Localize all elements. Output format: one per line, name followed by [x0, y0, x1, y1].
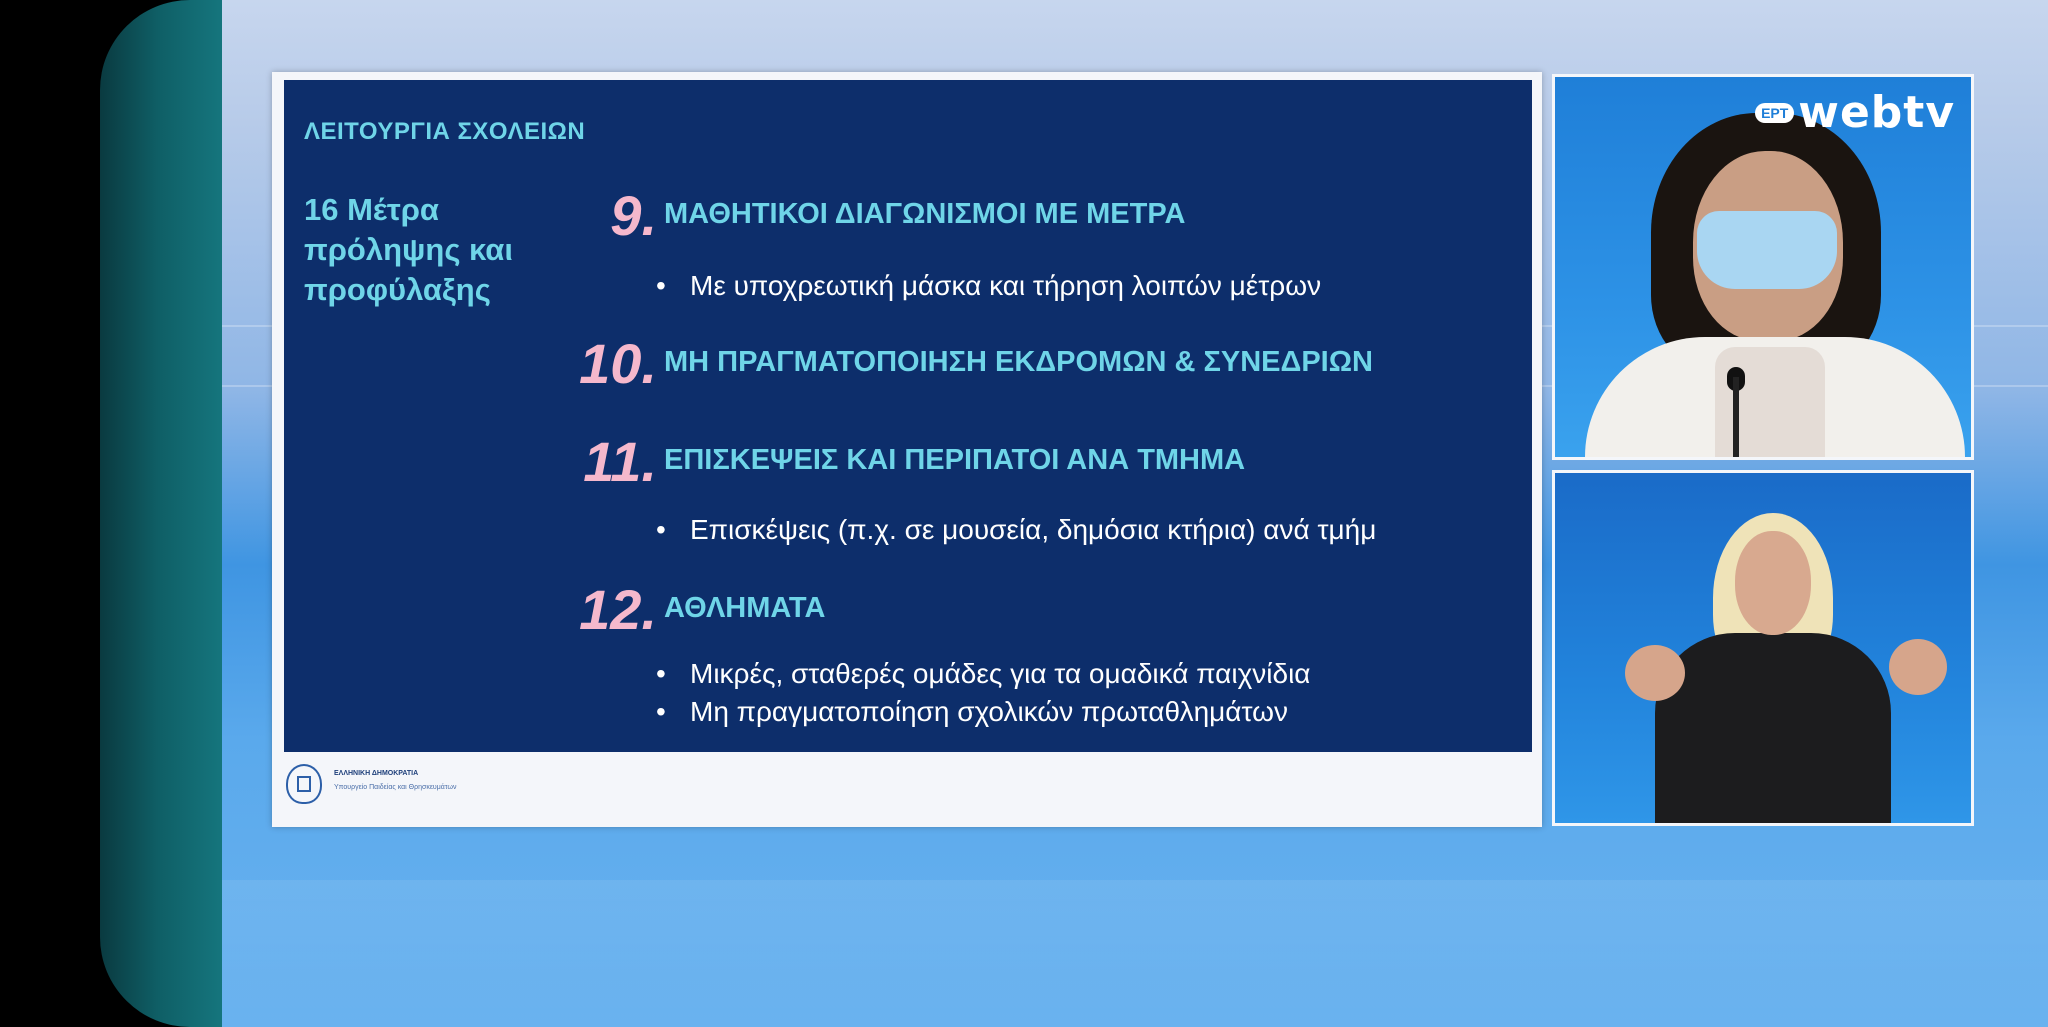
measure-bullet: • Με υποχρεωτική μάσκα και τήρηση λοιπών μέτρων — [656, 270, 1321, 302]
measure-number: 10. — [579, 332, 657, 395]
face-mask — [1697, 211, 1837, 289]
backdrop-glow — [222, 880, 2048, 1027]
measure-title: ΕΠΙΣΚΕΨΕΙΣ ΚΑΙ ΠΕΡΙΠΑΤΟΙ ΑΝΑ ΤΜΗΜΑ — [664, 444, 1246, 476]
slide-footer — [286, 762, 686, 812]
measure-number: 11. — [583, 430, 657, 493]
interpreter-hand-left — [1625, 645, 1685, 701]
measure-title: ΜΑΘΗΤΙΚΟΙ ΔΙΑΓΩΝΙΣΜΟΙ ΜΕ ΜΕΤΡΑ — [664, 198, 1186, 230]
coat-of-arms-icon — [286, 764, 322, 804]
footer-org: ΕΛΛΗΝΙΚΗ ΔΗΜΟΚΡΑΤΙΑ — [334, 770, 419, 777]
side-title-line: πρόληψης και — [304, 232, 513, 267]
measure-title: ΑΘΛΗΜΑΤΑ — [664, 592, 826, 624]
speaker-video — [1552, 74, 1974, 460]
logo-text: webtv — [1798, 87, 1955, 138]
interpreter-body — [1655, 633, 1891, 826]
presentation-slide — [272, 72, 1542, 827]
measure-number: 9. — [610, 184, 657, 247]
speaker-shirt — [1715, 347, 1825, 460]
side-title-line: προφύλαξης — [304, 272, 491, 307]
logo-badge: ΕΡΤ — [1755, 103, 1794, 123]
interpreter-hand-right — [1889, 639, 1947, 695]
slide-header: ΛΕΙΤΟΥΡΓΙΑ ΣΧΟΛΕΙΩΝ — [304, 118, 586, 145]
measure-bullet: • Επισκέψεις (π.χ. σε μουσεία, δημόσια κτήρια) ανά τμήμ — [656, 514, 1376, 546]
measure-number: 12. — [579, 578, 657, 641]
measure-bullet: • Μη πραγματοποίηση σχολικών πρωταθλημάτων — [656, 696, 1288, 728]
measure-bullet: • Μικρές, σταθερές ομάδες για τα ομαδικά παιχνίδια — [656, 658, 1311, 690]
slide-side-title — [304, 190, 564, 310]
microphone-stand — [1733, 377, 1739, 460]
device-edge — [100, 0, 230, 1027]
slide-content — [284, 80, 1532, 752]
footer-ministry: Υπουργείο Παιδείας και Θρησκευμάτων — [334, 784, 457, 791]
side-title-line: 16 Μέτρα — [304, 192, 439, 227]
measure-title: ΜΗ ΠΡΑΓΜΑΤΟΠΟΙΗΣΗ ΕΚΔΡΟΜΩΝ & ΣΥΝΕΔΡΙΩΝ — [664, 346, 1373, 378]
sign-language-video — [1552, 470, 1974, 826]
interpreter-face — [1735, 531, 1811, 635]
ert-webtv-logo — [1755, 87, 1955, 138]
